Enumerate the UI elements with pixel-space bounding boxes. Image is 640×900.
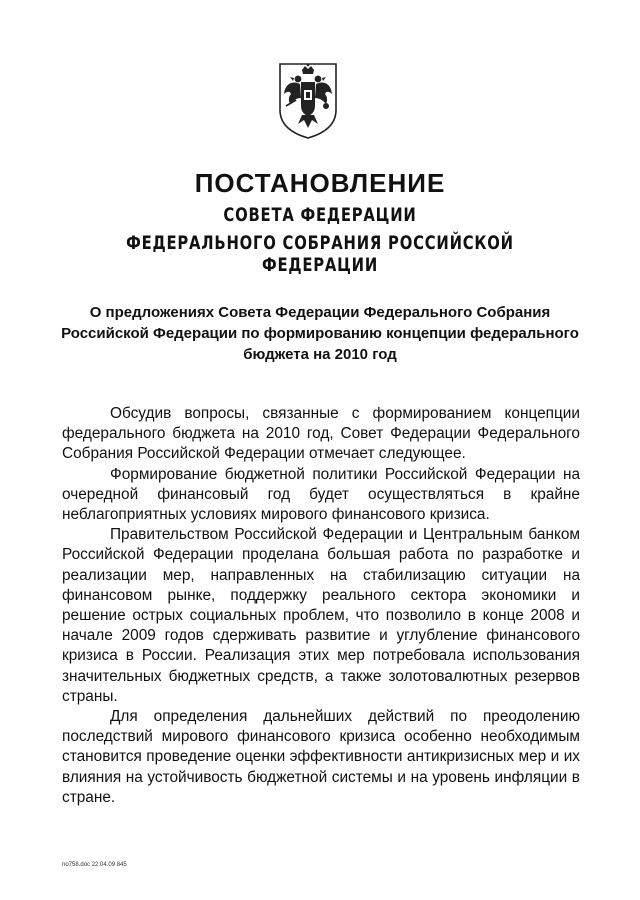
document-title: ПОСТАНОВЛЕНИЕ bbox=[194, 168, 446, 198]
body-paragraph: Обсудив вопросы, связанные с формированием концепции федерального бюджета на 2010 год, Совет Федерации Федерального Собрания Российской Федерации отмечает следующее. bbox=[62, 405, 580, 463]
body-paragraph: Формирование бюджетной политики Российской Федерации на очередной финансовый год будет осуществляться в крайне неблагоприятных условиях мирового финансового кризиса. bbox=[62, 465, 580, 524]
document-footer: no758.doc 22.04.09 845 bbox=[62, 862, 127, 868]
document-body bbox=[62, 404, 580, 808]
body-paragraph: Для определения дальнейших действий по преодолению последствий мирового финансового кризиса особенно необходимым становится проведение оценки эффективности антикризисных мер и их влияния на устойчивость бюджетной системы и на уровень инфляции в стране. bbox=[62, 708, 580, 806]
document-issuer-line1: СОВЕТА ФЕДЕРАЦИИ bbox=[223, 204, 417, 226]
coat-of-arms-icon bbox=[276, 60, 340, 140]
document-subject: О предложениях Совета Федерации Федерального Собрания Российской Федерации по формированию концепции федерального бюджета на 2010 год bbox=[61, 304, 579, 363]
document-issuer-line2: ФЕДЕРАЛЬНОГО СОБРАНИЯ РОССИЙСКОЙ ФЕДЕРАЦИИ bbox=[126, 232, 514, 276]
body-paragraph: Правительством Российской Федерации и Центральным банком Российской Федерации проделана большая работа по разработке и реализации мер, направленных на стабилизацию ситуации на финансовом рынке, поддержку реального сектора экономики и решение острых социальных проблем, что позволило в конце 2008 и начале 2009 годов сдерживать развитие и углубление финансового кризиса в России. Реализация этих мер потребовала использования значительных бюджетных средств, а также золотовалютных резервов страны. bbox=[62, 526, 580, 705]
